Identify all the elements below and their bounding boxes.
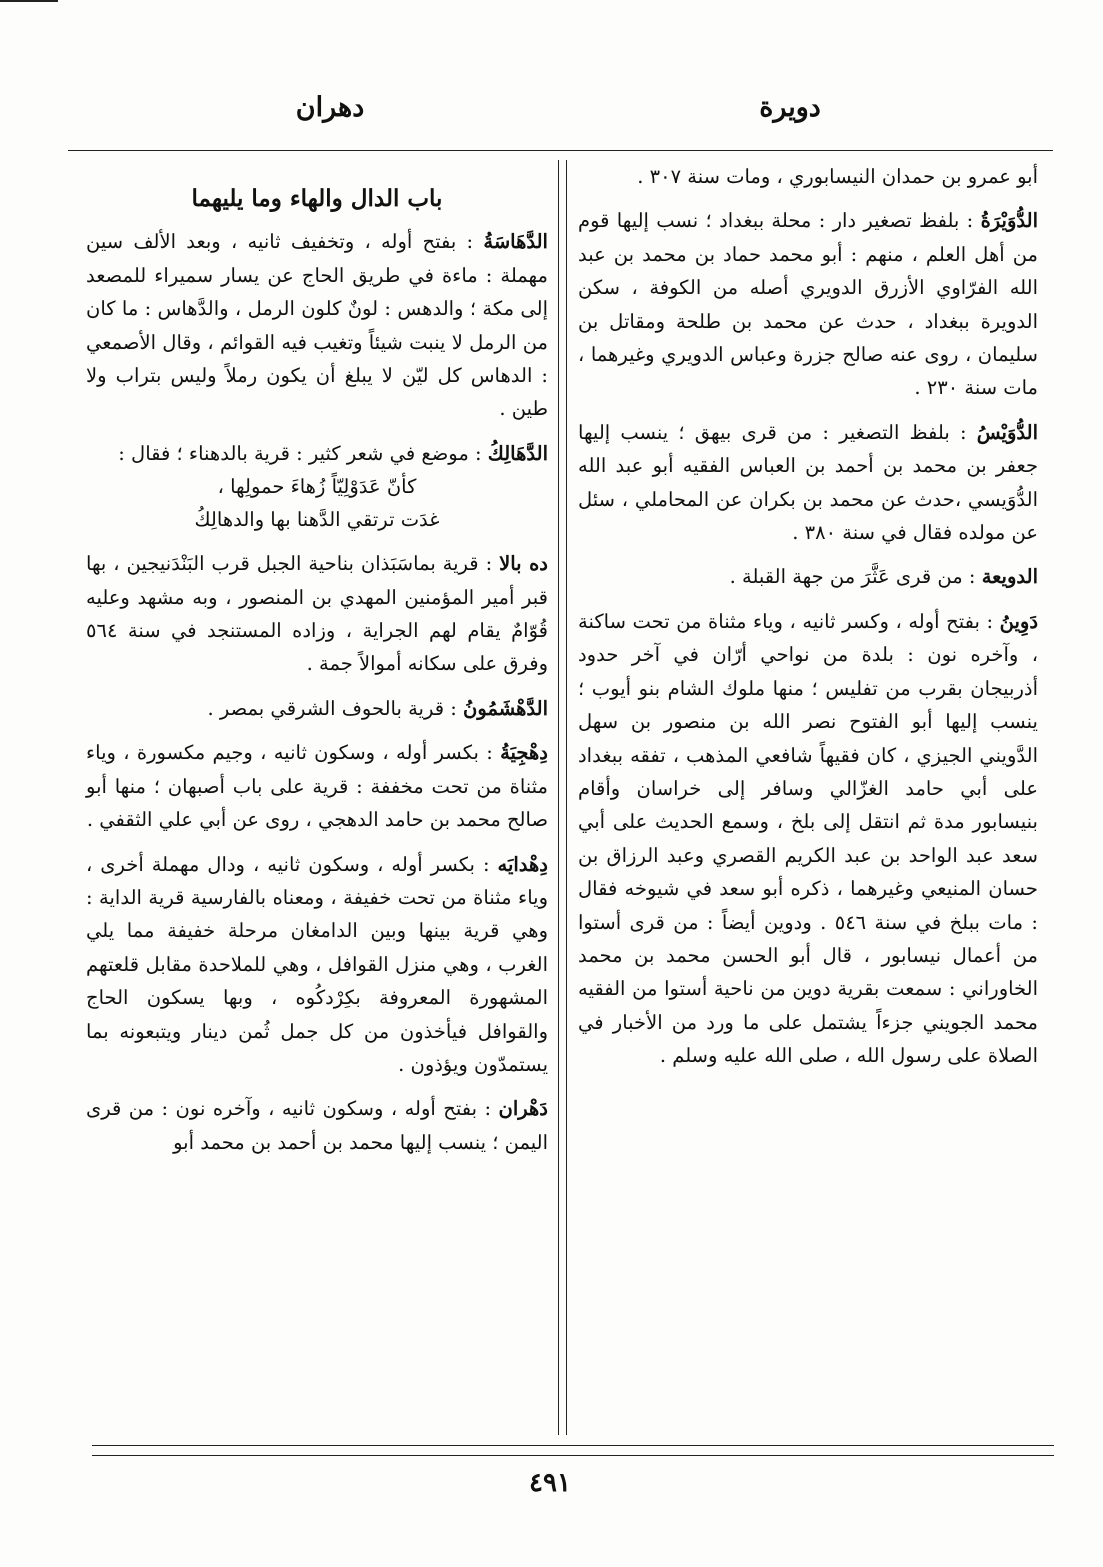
entry [578, 204, 1038, 404]
running-head-right: دويرة [759, 92, 821, 123]
column-divider-inner [566, 160, 567, 1435]
entry-text: : بكسر أوله ، وسكون ثانيه ، ودال مهملة أخرى ، وياء مثناة من تحت خفيفة ، ومعناه بالفارسية قرية الداية : وهي قرية بينها وبين الدامغان مرحلة خفيفة مما يلي الغرب ، وهي منزل القوافل ، وهي للملاحدة مقابل قلعتهم المشهورة المعروفة بكِرْدكُوه ، وبها يسكون الحاج والقوافل فيأخذون من كل جمل ثُمن دينار ويتبعونه بما يستمدّون ويؤذون . [86, 852, 548, 1076]
entry-text: : قرية بماسَبَذان بناحية الجبل قرب البَنْدَنيجين ، بها قبر أمير المؤمنين المهدي بن المنصور ، وبه مشهد وعليه قُوّامٌ يقام لهم الجراية ، وزاده المستنجد في سنة ٥٦٤ وفرق على سكانه أموالاً جمة . [86, 552, 548, 676]
column-divider [558, 160, 559, 1435]
headword: الدويعة [981, 565, 1038, 589]
entry-text: : قرية بالحوف الشرقي بمصر . [207, 696, 457, 720]
verse-line: غدَت ترتقي الدَّهنا بها والدهالِكُ [194, 508, 440, 532]
right-column [578, 160, 1038, 1084]
headword: دِهْجِيَةُ [500, 741, 548, 765]
entry-text: : بلفظ التصغير : من قرى بيهق ؛ ينسب إليها جعفر بن محمد بن أحمد بن العباس الفقيه أبو عبد الله الدُّوَيسي ،حدث عن محمد بن بكران عن المحاملي ، سئل عن مولده فقال في سنة ٣٨٠ . [578, 420, 1038, 545]
entry [86, 848, 548, 1082]
verse-line: كأنّ عَدَوْلِيّاً زُهاءَ حمولِها ، [217, 475, 417, 499]
headword: دَهْران [498, 1097, 548, 1121]
headword: الدَّهَاسَةُ [483, 230, 548, 254]
headword: ده بالا [499, 552, 548, 576]
entry [578, 160, 1038, 193]
entry-line [86, 437, 548, 470]
entry-text: أبو عمرو بن حمدان النيسابوري ، ومات سنة ٣٠٧ . [637, 165, 1038, 188]
entry [578, 416, 1038, 550]
headword: الدَّهْشَمُونُ [463, 696, 548, 720]
entry-text: : بلفظ تصغير دار : محلة ببغداد ؛ نسب إليها قوم من أهل العلم ، منهم : أبو محمد حماد بن محمد بن عبد الله الفرّاوي الأزرق الدويري أصله من الكوفة ، سكن الدويرة ببغداد ، حدث عن محمد بن طلحة ومقاتل بن سليمان ، روى عنه صالح جزرة وعباس الدويري وغيرهما ، مات سنة ٢٣٠ . [578, 209, 1038, 400]
footer-rule [92, 1445, 1054, 1446]
headword: دِهْدايَه [497, 852, 548, 876]
entry-text: : بفتح أوله ، وتخفيف ثانيه ، وبعد الألف سين مهملة : ماءة في طريق الحاج عن يسار سميراء للمصعد إلى مكة ؛ والدهس : لونٌ كلون الرمل ، والدَّهاس : ما كان من الرمل لا ينبت شيئاً وتغيب فيه القوائم ، وقال الأصمعي : الدهاس كل ليّن لا يبلغ أن يكون رملاً وليس بتراب ولا طين . [86, 230, 548, 421]
entry [86, 547, 548, 681]
running-head-left: دهران [295, 92, 365, 123]
corner-mark [0, 0, 58, 8]
left-column [86, 160, 548, 1170]
entry [86, 225, 548, 425]
headword: الدُّوَيْسُ [976, 420, 1038, 444]
entry [578, 560, 1038, 593]
headword: الدَّهَالِكُ [487, 441, 548, 465]
headword: دَوِينُ [999, 609, 1038, 633]
header-rule [68, 150, 1053, 151]
entry [86, 692, 548, 725]
entry-text: : بفتح أوله ، وكسر ثانيه ، وياء مثناة من تحت ساكنة ، وآخره نون : بلدة من نواحي أرّان في آخر حدود أذربيجان بقرب من تفليس ؛ منها ملوك الشام بنو أيوب ؛ ينسب إليها أبو الفتوح نصر الله بن منصور بن سهل الدَّويني الجيزي ، كان فقيهاً شافعي المذهب ، تفقه ببغداد على أبي حامد الغزّالي وسافر إلى خراسان وأقام بنيسابور مدة ثم انتقل إلى بلخ ، وسمع الحديث على أبي سعد عبد الواحد بن عبد الكريم القصري وعبد الرزاق بن حسان المنيعي وغيرهما ، ذكره أبو سعد في شيوخه فقال : مات ببلخ في سنة ٥٤٦ . ودوين أيضاً : من قرى أستوا من أعمال نيسابور ، قال أبو الحسن محمد بن محمد الخاوراني : سمعت بقرية دوين من ناحية أستوا من الفقيه محمد الجويني جزءاً يشتمل على ما ورد من الأخبار في الصلاة على رسول الله ، صلى الله عليه وسلم . [578, 609, 1038, 1068]
entry-text: : بفتح أوله ، وسكون ثانيه ، وآخره نون : من قرى اليمن ؛ ينسب إليها محمد بن أحمد بن محمد أبو [86, 1097, 548, 1154]
entry [578, 605, 1038, 1073]
entry [86, 736, 548, 836]
entry-text: : بكسر أوله ، وسكون ثانيه ، وجيم مكسورة ، وياء مثناة من تحت مخففة : قرية على باب أصبهان ؛ منها أبو صالح محمد بن حامد الدهجي ، روى عن أبي علي الثقفي . [86, 741, 548, 832]
entry [86, 437, 548, 536]
section-title: باب الدال والهاء وما يليهما [191, 185, 443, 212]
page-number: ٤٩١ [529, 1468, 571, 1498]
entry-text: : موضع في شعر كثير : قرية بالدهناء ؛ فقال : [118, 441, 482, 465]
headword: الدُّوَيْرَةُ [980, 209, 1038, 233]
entry [86, 1092, 548, 1159]
footer-rule-inner [92, 1455, 1054, 1456]
entry-text: : من قرى عَثَّرَ من جهة القبلة . [729, 565, 976, 589]
